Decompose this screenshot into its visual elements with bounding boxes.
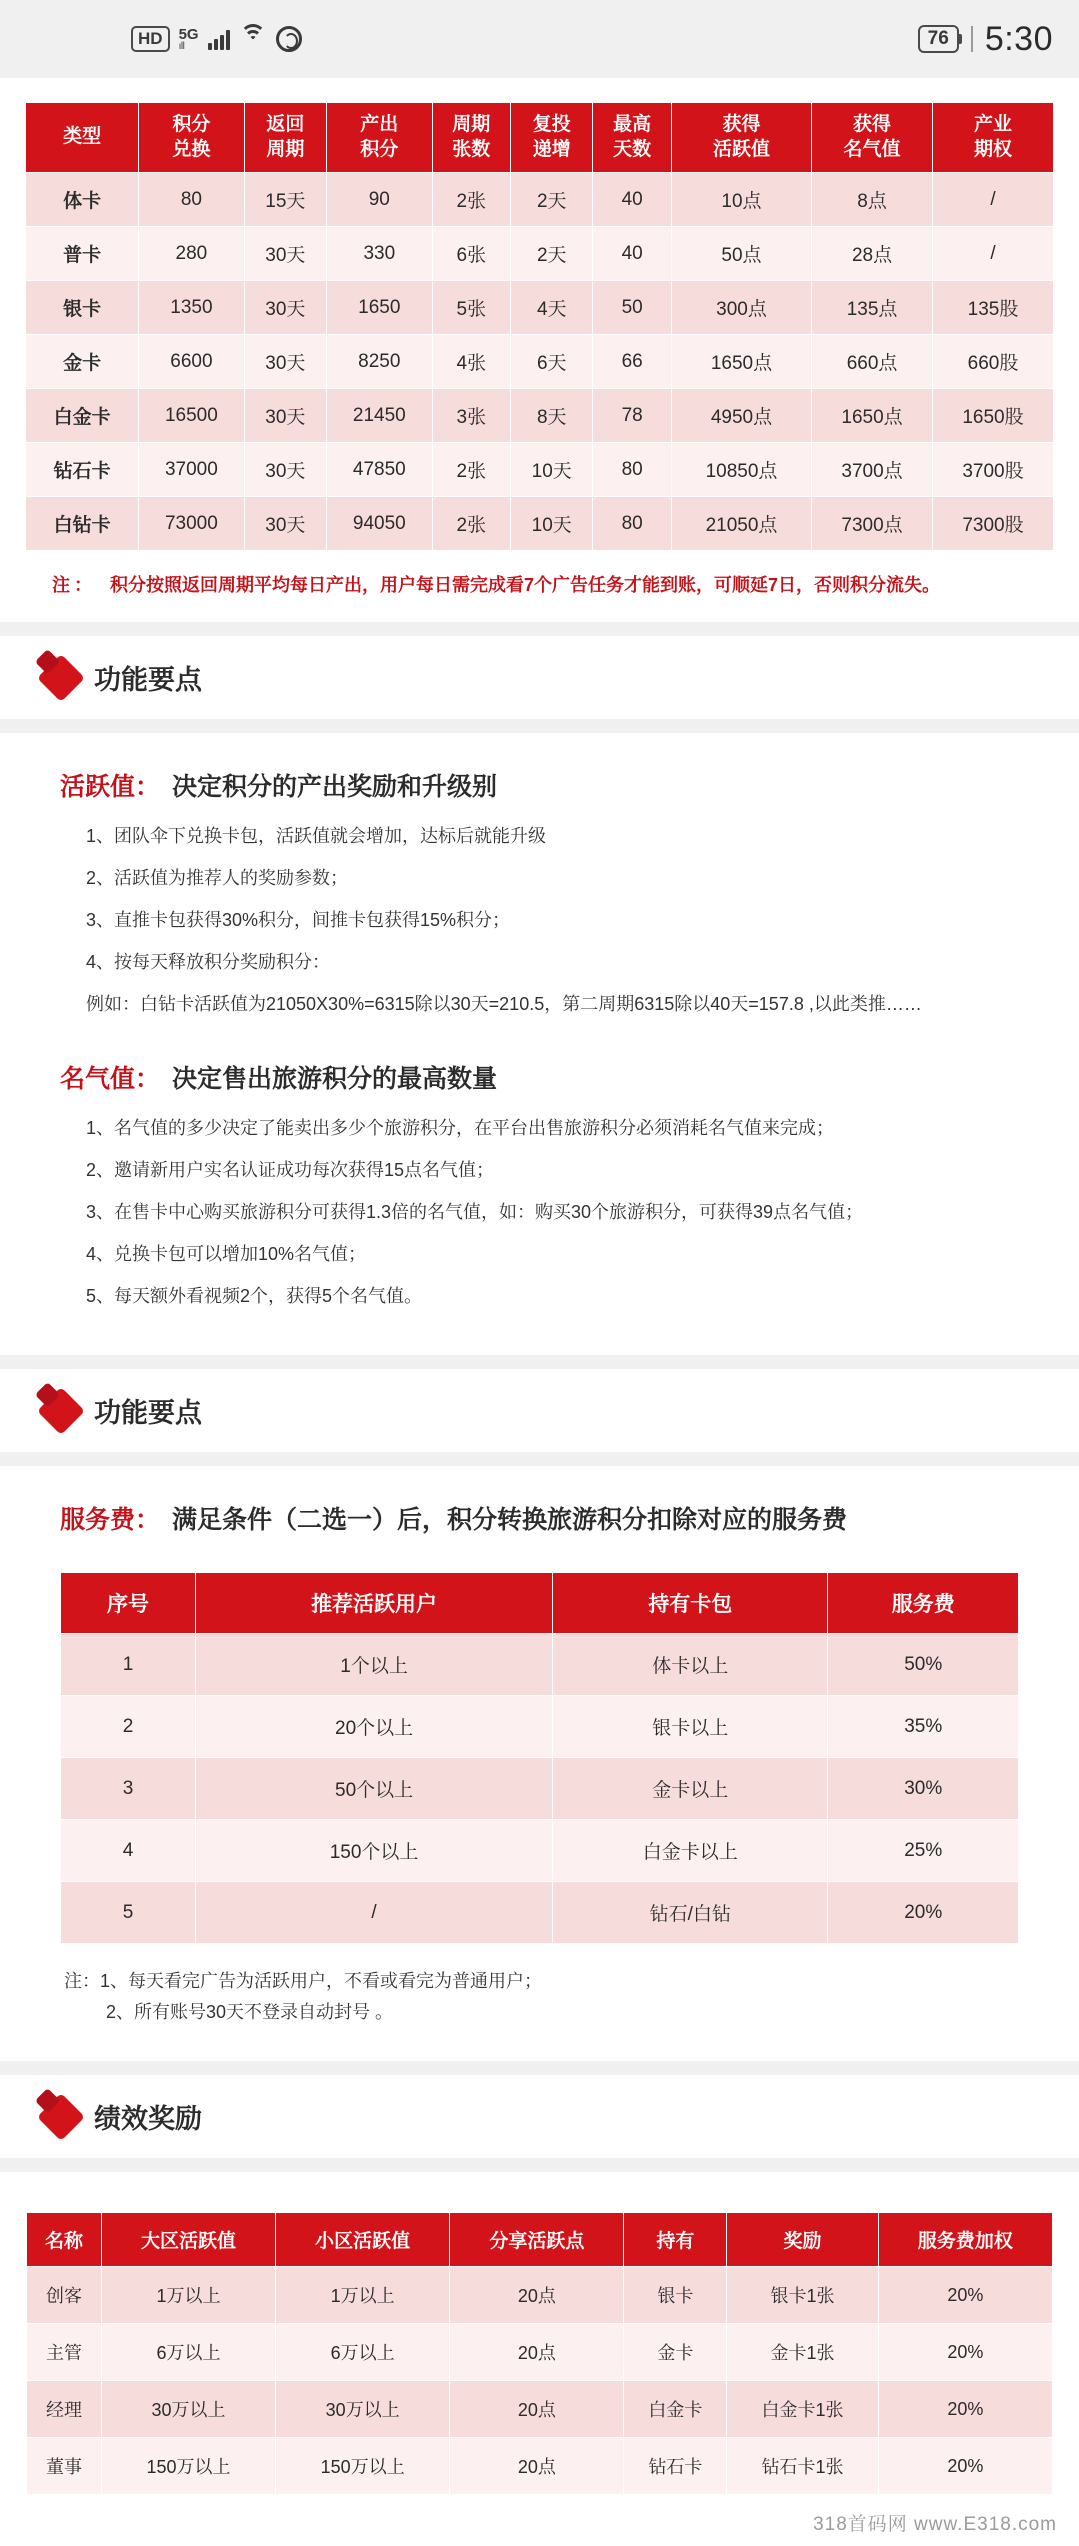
data-cell: / xyxy=(933,173,1054,227)
perf-table-wrap xyxy=(0,2172,1079,2495)
diamond-icon xyxy=(37,2093,85,2141)
data-cell: 20% xyxy=(878,2438,1052,2495)
main-table xyxy=(25,102,1054,551)
section-header-performance xyxy=(0,2075,1079,2158)
table-row xyxy=(26,497,1054,551)
data-cell: 银卡以上 xyxy=(553,1696,828,1758)
data-cell: 钻石/白钻 xyxy=(553,1882,828,1944)
data-cell: 3700股 xyxy=(933,443,1054,497)
data-cell: 20点 xyxy=(450,2267,624,2324)
table-row xyxy=(27,2381,1053,2438)
data-cell: 主管 xyxy=(27,2324,102,2381)
status-right-icons xyxy=(918,20,1053,59)
diamond-icon xyxy=(37,1387,85,1435)
section-header-features-1 xyxy=(0,636,1079,719)
hd-icon: HD xyxy=(131,26,170,52)
performance-table xyxy=(26,2212,1053,2495)
fee-table-header-1: 推荐活跃用户 xyxy=(195,1573,552,1634)
data-cell: 30天 xyxy=(244,281,326,335)
list-item: 3、直推卡包获得30%积分，间推卡包获得15%积分； xyxy=(86,910,511,931)
data-cell: 20点 xyxy=(450,2438,624,2495)
data-cell: 6万以上 xyxy=(276,2324,450,2381)
table-row xyxy=(26,335,1054,389)
data-cell: 28点 xyxy=(812,227,933,281)
data-cell: 4 xyxy=(61,1820,196,1882)
data-cell: 30天 xyxy=(244,497,326,551)
table-row xyxy=(26,281,1054,335)
main-table-header-8: 获得 名气值 xyxy=(812,103,933,173)
data-cell: 20个以上 xyxy=(195,1696,552,1758)
data-cell: 94050 xyxy=(327,497,433,551)
data-cell: 6张 xyxy=(432,227,510,281)
table-row xyxy=(61,1634,1019,1696)
table-row xyxy=(27,2267,1053,2324)
data-cell: 30% xyxy=(828,1758,1019,1820)
data-cell: 6万以上 xyxy=(101,2324,275,2381)
activity-title xyxy=(60,767,1019,803)
data-cell: 体卡以上 xyxy=(553,1634,828,1696)
data-cell: 3 xyxy=(61,1758,196,1820)
main-table-header-3: 产出 积分 xyxy=(327,103,433,173)
table-row xyxy=(26,227,1054,281)
card-features-1 xyxy=(0,733,1079,1355)
diamond-icon xyxy=(37,654,85,702)
data-cell: 1万以上 xyxy=(101,2267,275,2324)
main-table-header-0: 类型 xyxy=(26,103,139,173)
perf-table-header-4: 持有 xyxy=(624,2213,727,2267)
data-cell: 90 xyxy=(327,173,433,227)
card-type-cell: 普卡 xyxy=(26,227,139,281)
data-cell: 2张 xyxy=(432,443,510,497)
data-cell: 10天 xyxy=(511,443,593,497)
data-cell: 135点 xyxy=(812,281,933,335)
data-cell: 钻石卡1张 xyxy=(727,2438,879,2495)
data-cell: 150万以上 xyxy=(101,2438,275,2495)
data-cell: 25% xyxy=(828,1820,1019,1882)
data-cell: 银卡 xyxy=(624,2267,727,2324)
table-row xyxy=(61,1696,1019,1758)
card-main-table xyxy=(0,78,1079,622)
data-cell: 金卡以上 xyxy=(553,1758,828,1820)
data-cell: 50个以上 xyxy=(195,1758,552,1820)
main-table-header-1: 积分 兑换 xyxy=(139,103,245,173)
data-cell: 40 xyxy=(593,173,671,227)
activity-subtitle: 决定积分的产出奖励和升级别 xyxy=(172,773,498,802)
data-cell: 白金卡1张 xyxy=(727,2381,879,2438)
data-cell: 80 xyxy=(593,497,671,551)
table-row xyxy=(61,1820,1019,1882)
data-cell: 经理 xyxy=(27,2381,102,2438)
fame-subtitle: 决定售出旅游积分的最高数量 xyxy=(172,1065,498,1094)
main-table-header-2: 返回 周期 xyxy=(244,103,326,173)
data-cell: 1万以上 xyxy=(276,2267,450,2324)
data-cell: 10850点 xyxy=(671,443,811,497)
main-table-header-4: 周期 张数 xyxy=(432,103,510,173)
divider xyxy=(971,26,973,52)
data-cell: 金卡 xyxy=(624,2324,727,2381)
list-item: 1、名气值的多少决定了能卖出多少个旅游积分，在平台出售旅游积分必须消耗名气值来完成； xyxy=(86,1118,835,1139)
service-fee-title xyxy=(60,1500,1019,1536)
data-cell: 73000 xyxy=(139,497,245,551)
data-cell: 78 xyxy=(593,389,671,443)
perf-table-header-5: 奖励 xyxy=(727,2213,879,2267)
main-table-header-7: 获得 活跃值 xyxy=(671,103,811,173)
card-type-cell: 金卡 xyxy=(26,335,139,389)
data-cell: 钻石卡 xyxy=(624,2438,727,2495)
main-table-header-5: 复投 递增 xyxy=(511,103,593,173)
note-line: 2、所有账号30天不登录自动封号 。 xyxy=(106,2001,394,2022)
data-cell: / xyxy=(195,1882,552,1944)
service-fee-key: 服务费： xyxy=(60,1506,161,1535)
data-cell: 4950点 xyxy=(671,389,811,443)
data-cell: 3张 xyxy=(432,389,510,443)
note-label: 注： xyxy=(52,575,96,596)
network-label: 5G xyxy=(178,25,199,43)
perf-table-header-6: 服务费加权 xyxy=(878,2213,1052,2267)
list-item: 例如：白钻卡活跃值为21050X30%=6315除以30天=210.5，第二周期6315除以40天=157.8 ,以此类推…… xyxy=(86,994,922,1015)
fame-list xyxy=(60,1115,1019,1310)
section-title: 功能要点 xyxy=(94,665,202,696)
data-cell: 37000 xyxy=(139,443,245,497)
data-cell: 7300点 xyxy=(812,497,933,551)
data-cell: 2张 xyxy=(432,173,510,227)
service-fee-subtitle: 满足条件（二选一）后，积分转换旅游积分扣除对应的服务费 xyxy=(172,1506,848,1535)
card-type-cell: 体卡 xyxy=(26,173,139,227)
data-cell: 3700点 xyxy=(812,443,933,497)
data-cell: 20点 xyxy=(450,2324,624,2381)
status-bar xyxy=(0,0,1079,78)
data-cell: 20% xyxy=(878,2324,1052,2381)
fee-table-header-3: 服务费 xyxy=(828,1573,1019,1634)
service-fee-table xyxy=(60,1572,1019,1944)
card-performance xyxy=(0,2172,1079,2546)
data-cell: 1650股 xyxy=(933,389,1054,443)
data-cell: 80 xyxy=(593,443,671,497)
data-cell: 15天 xyxy=(244,173,326,227)
data-cell: 30天 xyxy=(244,389,326,443)
data-cell: 280 xyxy=(139,227,245,281)
data-cell: 白金卡以上 xyxy=(553,1820,828,1882)
main-table-header-9: 产业 期权 xyxy=(933,103,1054,173)
activity-block xyxy=(0,733,1079,1355)
data-cell: 1650点 xyxy=(671,335,811,389)
table-row xyxy=(61,1882,1019,1944)
note-text: 积分按照返回周期平均每日产出，用户每日需完成看7个广告任务才能到账，可顺延7日，否则积分流失。 xyxy=(110,575,941,596)
data-cell: 21450 xyxy=(327,389,433,443)
data-cell: 创客 xyxy=(27,2267,102,2324)
table-row xyxy=(27,2438,1053,2495)
data-cell: 1 xyxy=(61,1634,196,1696)
data-cell: 30天 xyxy=(244,443,326,497)
watermark: 318首码网 www.E318.com xyxy=(813,2514,1057,2536)
data-cell: 16500 xyxy=(139,389,245,443)
list-item: 3、在售卡中心购买旅游积分可获得1.3倍的名气值，如：购买30个旅游积分，可获得39点名气值； xyxy=(86,1202,864,1223)
data-cell: 10天 xyxy=(511,497,593,551)
data-cell: 30万以上 xyxy=(101,2381,275,2438)
data-cell: 白金卡 xyxy=(624,2381,727,2438)
list-item: 5、每天额外看视频2个，获得5个名气值。 xyxy=(86,1286,423,1307)
data-cell: 47850 xyxy=(327,443,433,497)
table-row xyxy=(26,173,1054,227)
wifi-icon xyxy=(239,28,267,50)
service-fee-head xyxy=(0,1466,1079,1562)
data-cell: 80 xyxy=(139,173,245,227)
data-cell: 50 xyxy=(593,281,671,335)
section-header-features-2 xyxy=(0,1369,1079,1452)
perf-table-header-3: 分享活跃点 xyxy=(450,2213,624,2267)
data-cell: 20点 xyxy=(450,2381,624,2438)
data-cell: 4张 xyxy=(432,335,510,389)
data-cell: 7300股 xyxy=(933,497,1054,551)
section-title: 绩效奖励 xyxy=(94,2104,202,2135)
data-cell: 35% xyxy=(828,1696,1019,1758)
fee-table-header-2: 持有卡包 xyxy=(553,1573,828,1634)
data-cell: 8250 xyxy=(327,335,433,389)
table-row xyxy=(61,1758,1019,1820)
data-cell: 1650点 xyxy=(812,389,933,443)
data-cell: 银卡1张 xyxy=(727,2267,879,2324)
data-cell: 20% xyxy=(828,1882,1019,1944)
data-cell: 6天 xyxy=(511,335,593,389)
data-cell: 20% xyxy=(878,2267,1052,2324)
data-cell: 1350 xyxy=(139,281,245,335)
card-service-fee xyxy=(0,1466,1079,2061)
data-cell: 8点 xyxy=(812,173,933,227)
data-cell: 2天 xyxy=(511,173,593,227)
perf-table-header-0: 名称 xyxy=(27,2213,102,2267)
table-row xyxy=(26,389,1054,443)
data-cell: 1个以上 xyxy=(195,1634,552,1696)
data-cell: 660点 xyxy=(812,335,933,389)
card-type-cell: 白金卡 xyxy=(26,389,139,443)
activity-list xyxy=(60,823,1019,1018)
network-sublabel: ıll xyxy=(178,40,185,52)
data-cell: 金卡1张 xyxy=(727,2324,879,2381)
data-cell: 董事 xyxy=(27,2438,102,2495)
battery-icon: 76 xyxy=(918,25,959,53)
data-cell: 330 xyxy=(327,227,433,281)
data-cell: 660股 xyxy=(933,335,1054,389)
data-cell: 30天 xyxy=(244,335,326,389)
data-cell: 135股 xyxy=(933,281,1054,335)
section-title: 功能要点 xyxy=(94,1398,202,1429)
data-cell: 150个以上 xyxy=(195,1820,552,1882)
perf-table-header-2: 小区活跃值 xyxy=(276,2213,450,2267)
data-cell: 50点 xyxy=(671,227,811,281)
data-cell: 10点 xyxy=(671,173,811,227)
fee-table-header-0: 序号 xyxy=(61,1573,196,1634)
list-item: 1、团队伞下兑换卡包，活跃值就会增加，达标后就能升级 xyxy=(86,826,547,847)
data-cell: / xyxy=(933,227,1054,281)
nfc-icon xyxy=(276,26,302,52)
data-cell: 150万以上 xyxy=(276,2438,450,2495)
data-cell: 5张 xyxy=(432,281,510,335)
card-type-cell: 钻石卡 xyxy=(26,443,139,497)
data-cell: 1650 xyxy=(327,281,433,335)
data-cell: 4天 xyxy=(511,281,593,335)
table-header-row xyxy=(26,103,1054,173)
fee-table-wrap xyxy=(0,1562,1079,1944)
fame-key: 名气值： xyxy=(60,1065,161,1094)
main-table-note xyxy=(0,551,1079,622)
data-cell: 6600 xyxy=(139,335,245,389)
signal-bars-icon xyxy=(208,28,230,50)
list-item: 4、按每天释放积分奖励积分： xyxy=(86,952,331,973)
list-item: 4、兑换卡包可以增加10%名气值； xyxy=(86,1244,367,1265)
table-row xyxy=(27,2324,1053,2381)
note-line: 注：1、每天看完广告为活跃用户，不看或看完为普通用户； xyxy=(64,1971,543,1992)
data-cell: 8天 xyxy=(511,389,593,443)
data-cell: 50% xyxy=(828,1634,1019,1696)
table-header-row xyxy=(27,2213,1053,2267)
data-cell: 5 xyxy=(61,1882,196,1944)
card-type-cell: 白钻卡 xyxy=(26,497,139,551)
data-cell: 66 xyxy=(593,335,671,389)
status-left-icons xyxy=(131,26,302,52)
data-cell: 30天 xyxy=(244,227,326,281)
main-table-header-6: 最高 天数 xyxy=(593,103,671,173)
data-cell: 20% xyxy=(878,2381,1052,2438)
table-header-row xyxy=(61,1573,1019,1634)
data-cell: 2张 xyxy=(432,497,510,551)
data-cell: 2天 xyxy=(511,227,593,281)
network-type-icon xyxy=(179,27,199,52)
data-cell: 21050点 xyxy=(671,497,811,551)
table-row xyxy=(26,443,1054,497)
data-cell: 300点 xyxy=(671,281,811,335)
data-cell: 30万以上 xyxy=(276,2381,450,2438)
activity-key: 活跃值： xyxy=(60,773,161,802)
fame-title xyxy=(60,1059,1019,1095)
card-type-cell: 银卡 xyxy=(26,281,139,335)
clock: 5:30 xyxy=(984,19,1053,58)
list-item: 2、活跃值为推荐人的奖励参数； xyxy=(86,868,349,889)
list-item: 2、邀请新用户实名认证成功每次获得15点名气值； xyxy=(86,1160,495,1181)
service-fee-notes xyxy=(0,1944,1079,2061)
data-cell: 2 xyxy=(61,1696,196,1758)
perf-table-header-1: 大区活跃值 xyxy=(101,2213,275,2267)
data-cell: 40 xyxy=(593,227,671,281)
